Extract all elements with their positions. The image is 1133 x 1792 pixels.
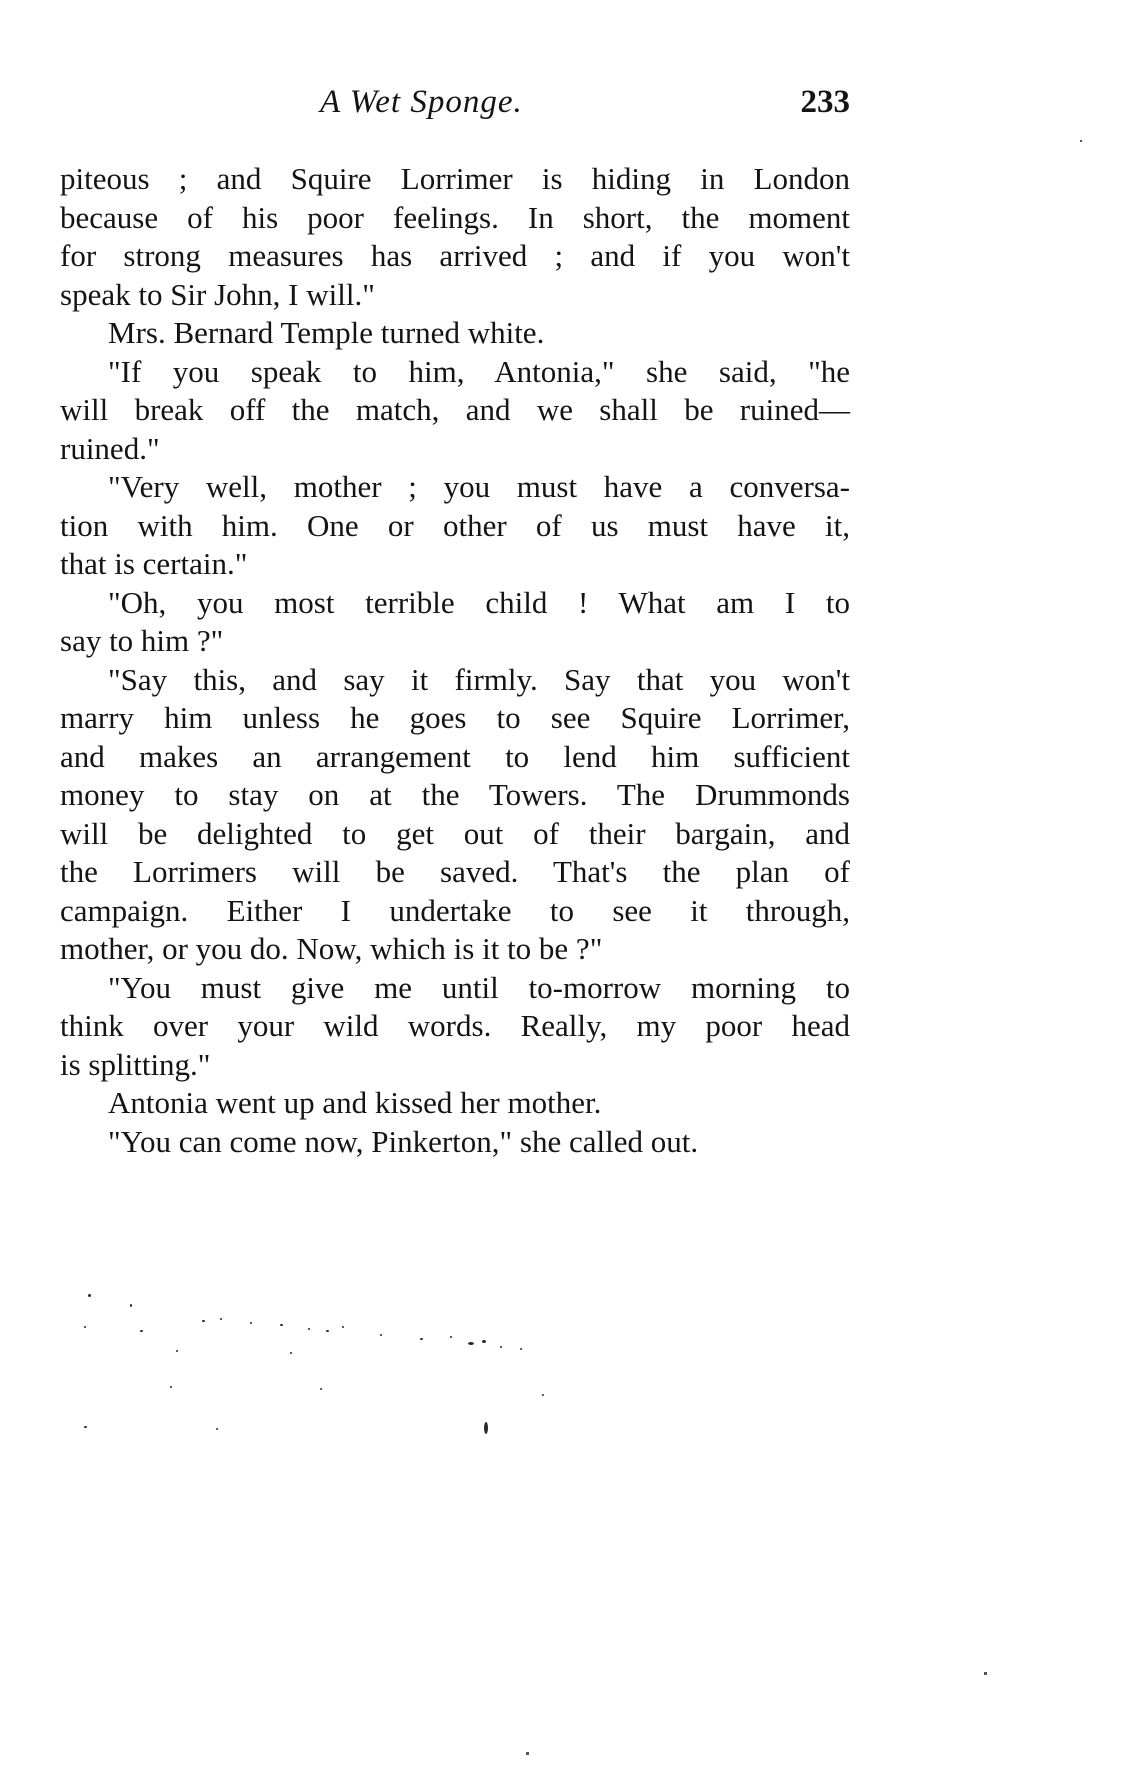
text-line: piteous ; and Squire Lorrimer is hiding in London xyxy=(60,161,850,196)
text-line: Antonia went up and kissed her mother. xyxy=(108,1085,602,1120)
text-line: is splitting." xyxy=(60,1046,211,1082)
text-line: that is certain." xyxy=(60,546,248,581)
page-header xyxy=(60,84,850,130)
margin-mark xyxy=(1080,140,1082,142)
text-line: the Lorrimers will be saved. That's the plan of xyxy=(60,854,850,889)
body-text xyxy=(60,160,850,1161)
margin-mark xyxy=(984,1672,987,1675)
text-line: "Very well, mother ; you must have a conversa- xyxy=(108,469,850,504)
text-line: marry him unless he goes to see Squire Lorrimer, xyxy=(60,700,850,735)
text-line: tion with him. One or other of us must have it, xyxy=(60,507,850,543)
page-number: 233 xyxy=(800,84,850,120)
margin-mark xyxy=(526,1752,529,1755)
text-line: will be delighted to get out of their bargain, and xyxy=(60,815,850,851)
text-line: Mrs. Bernard Temple turned white. xyxy=(108,315,545,350)
text-line: for strong measures has arrived ; and if you won't xyxy=(60,238,850,273)
text-line: "You must give me until to-morrow morning to xyxy=(108,969,850,1005)
running-title: A Wet Sponge. xyxy=(320,84,523,120)
text-line: speak to Sir John, I will." xyxy=(60,276,375,312)
text-line: "If you speak to him, Antonia," she said, "he xyxy=(108,353,850,389)
print-specks xyxy=(80,1290,640,1450)
text-line: say to him ?" xyxy=(60,623,224,658)
text-line: because of his poor feelings. In short, the moment xyxy=(60,199,850,235)
text-line: "Say this, and say it firmly. Say that you won't xyxy=(108,661,850,697)
text-line: and makes an arrangement to lend him sufficient xyxy=(60,738,850,774)
text-line: mother, or you do. Now, which is it to be ?" xyxy=(60,931,603,966)
text-line: "Oh, you most terrible child ! What am I to xyxy=(108,584,850,620)
text-line: think over your wild words. Really, my poor head xyxy=(60,1008,850,1043)
text-line: "You can come now, Pinkerton," she called out. xyxy=(108,1123,699,1159)
text-line: will break off the match, and we shall be ruined— xyxy=(60,392,850,427)
text-line: campaign. Either I undertake to see it through, xyxy=(60,892,850,928)
text-line: money to stay on at the Towers. The Drummonds xyxy=(60,777,850,812)
text-line: ruined." xyxy=(60,430,160,466)
